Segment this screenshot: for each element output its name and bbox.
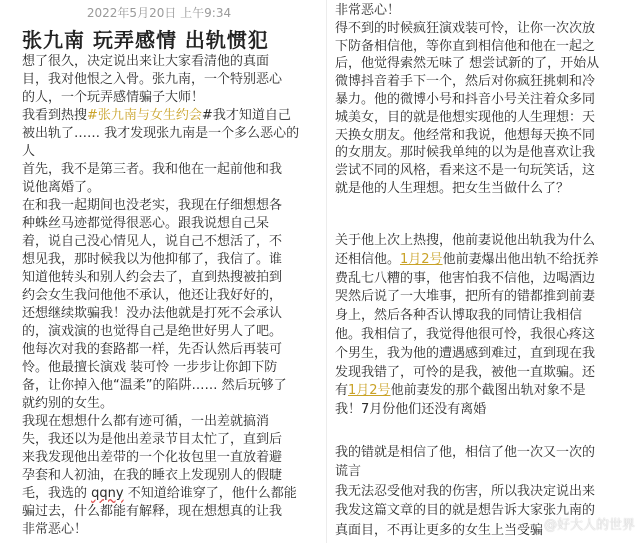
text-line: 得不到的时候疯狂演戏装可怜，让你一次次放	[335, 20, 596, 36]
text-line: 知道他转头和别人约会去了，直到热搜被拍到	[22, 270, 283, 285]
text-line: 暴力。他的微博小号和抖音小号关注着众多同	[335, 91, 596, 107]
date-link[interactable]: 1月2号	[400, 251, 443, 267]
text-line: 关于他上次上热搜，他前妻说他出轨我为什么	[335, 233, 596, 248]
text-line: 失，我还以为是他出差录节目太忙了，直到后	[22, 432, 283, 447]
text-segment: 还相信他。	[335, 251, 401, 267]
text-line: 谎言	[335, 464, 362, 480]
text-line: 骗过去，什么都能有解释，现在想想真的让我	[22, 504, 283, 519]
text-line: 天换女朋友。他经常和我说，他想每天换不同	[335, 127, 596, 143]
text-line: 备，让你掉入他“温柔”的陷阱…… 然后玩够了	[22, 378, 287, 393]
text-line: 尝试不同的风格，看来这不是一句玩笑话，这	[335, 163, 596, 179]
text-segment: 他前妻爆出他出轨不给抚养	[442, 251, 599, 267]
text-line: 的女朋友。那时候我单纯的以为是他喜欢让我	[335, 145, 596, 161]
text-line: 下防备相信他，等你直到相信他和他在一起之	[335, 38, 596, 54]
watermark: @好大人的世界	[543, 518, 635, 533]
text-line: 我发这篇文章的目的就是想告诉大家张九南的	[335, 503, 596, 519]
text-line	[22, 107, 299, 125]
left-screenshot-panel	[0, 0, 318, 543]
text-line: 非常恶心！	[335, 3, 401, 18]
text-line: 的，演戏演的也觉得自己是绝世好男人了吧。	[22, 324, 283, 339]
text-segment: 我看到热搜	[22, 108, 88, 123]
text-segment: 不知道给谁穿了，他什么都能	[123, 486, 297, 501]
text-line: 哭然后说了一大堆事，把所有的错都推到前妻	[335, 289, 596, 305]
text-line: 被出轨了…… 我才发现张九南是一个多么恶心的	[22, 126, 300, 141]
text-line: 就是他的人生理想。把女生当做什么了？	[335, 180, 570, 196]
right-screenshot-panel	[326, 0, 640, 543]
post-body-block-2	[335, 232, 599, 420]
post-body-left	[22, 53, 299, 539]
post-title: 张九南 玩弄感情 出轨惯犯	[22, 28, 269, 52]
text-line	[335, 251, 599, 270]
text-line: 首先，我不是第三者。我和他在一起前他和我	[22, 162, 283, 177]
post-date: 2022年5月20日 上午9:34	[86, 6, 232, 20]
text-line: 想了很久，决定说出来让大家看清他的真面	[22, 54, 270, 69]
text-segment: 有	[335, 383, 349, 399]
text-line	[22, 485, 299, 503]
text-line: 的人，一个玩弄感情骗子大师！	[22, 90, 205, 105]
text-line: 说他离婚了。	[22, 180, 101, 195]
text-line: 他。我相信了，我觉得他很可怜，我很心疼这	[335, 326, 596, 342]
text-line: 种蛛丝马迹都觉得很恶心。跟我说想自己呆	[22, 216, 270, 231]
text-line: 费乱七八糟的事，他害怕我不信他，边喝酒边	[335, 270, 596, 286]
text-line: 后，他觉得索然无味了 想尝试新的了，开始从	[335, 56, 600, 72]
text-line: 非常恶心！	[22, 522, 88, 537]
text-line: 发现我错了，可怜的是我，被他一直欺骗。还	[335, 364, 596, 380]
date-link[interactable]: 1月2号	[348, 383, 391, 399]
misspelled-word: qqny	[91, 486, 124, 501]
text-line: 目，我对他恨之入骨。张九南，一个特别恶心	[22, 72, 283, 87]
text-line: 就约别的女生。	[22, 396, 114, 411]
text-segment: #我才知道自己	[201, 108, 291, 123]
text-line: 在和我一起期间也没老实，我现在仔细想想各	[22, 198, 283, 213]
text-line: 孕套和人初油，在我的睡衣上发现别人的假睫	[22, 468, 283, 483]
text-line: 来我发现他出差带的一个化妆包里一直放着避	[22, 450, 283, 465]
text-line: 我现在想想什么都有迹可循，一出差就搞消	[22, 414, 270, 429]
text-line	[335, 382, 599, 401]
text-line: 还想继续欺骗我！没办法他就是打死不会承认	[22, 306, 283, 321]
text-line: 微博抖音着手下一个，然后对你疯狂挑刺和冷	[335, 74, 596, 90]
text-line: 想见我，那时候我以为他抑郁了，我信了。谁	[22, 252, 283, 267]
text-line: 怜。他最擅长演戏 装可怜 一步步让你卸下防	[22, 360, 278, 375]
text-line: 城美女，目的就是他想实现他的人生理想：天	[335, 109, 596, 125]
text-line: 人	[22, 144, 36, 159]
hashtag-link[interactable]: #张九南与女生约会	[87, 108, 202, 123]
text-line: 约会女生我问他他不承认，他还让我好好的，	[22, 288, 283, 303]
text-line: 我的错就是相信了他，相信了他一次又一次的	[335, 445, 596, 460]
text-segment: 毛，我选的	[22, 486, 92, 501]
text-line: 着，说自己没心情见人，说自己不想活了，不	[22, 234, 283, 249]
post-body-block-1	[335, 2, 599, 198]
text-line: 真面目，不再让更多的女生上当受骗	[335, 522, 544, 538]
text-line: 他每次对我的套路都一样，先否认然后再装可	[22, 342, 283, 357]
text-line: 个男生，我为他的遭遇感到难过，直到现在我	[335, 345, 596, 361]
text-line: 我无法忍受他对我的伤害，所以我决定说出来	[335, 483, 596, 499]
text-line: 我！7月份他们还没有离婚	[335, 402, 487, 418]
text-segment: 他前妻发的那个截图出轨对象不是	[390, 383, 586, 399]
text-line: 身上，然后各种否认博取我的同情让我相信	[335, 308, 583, 324]
